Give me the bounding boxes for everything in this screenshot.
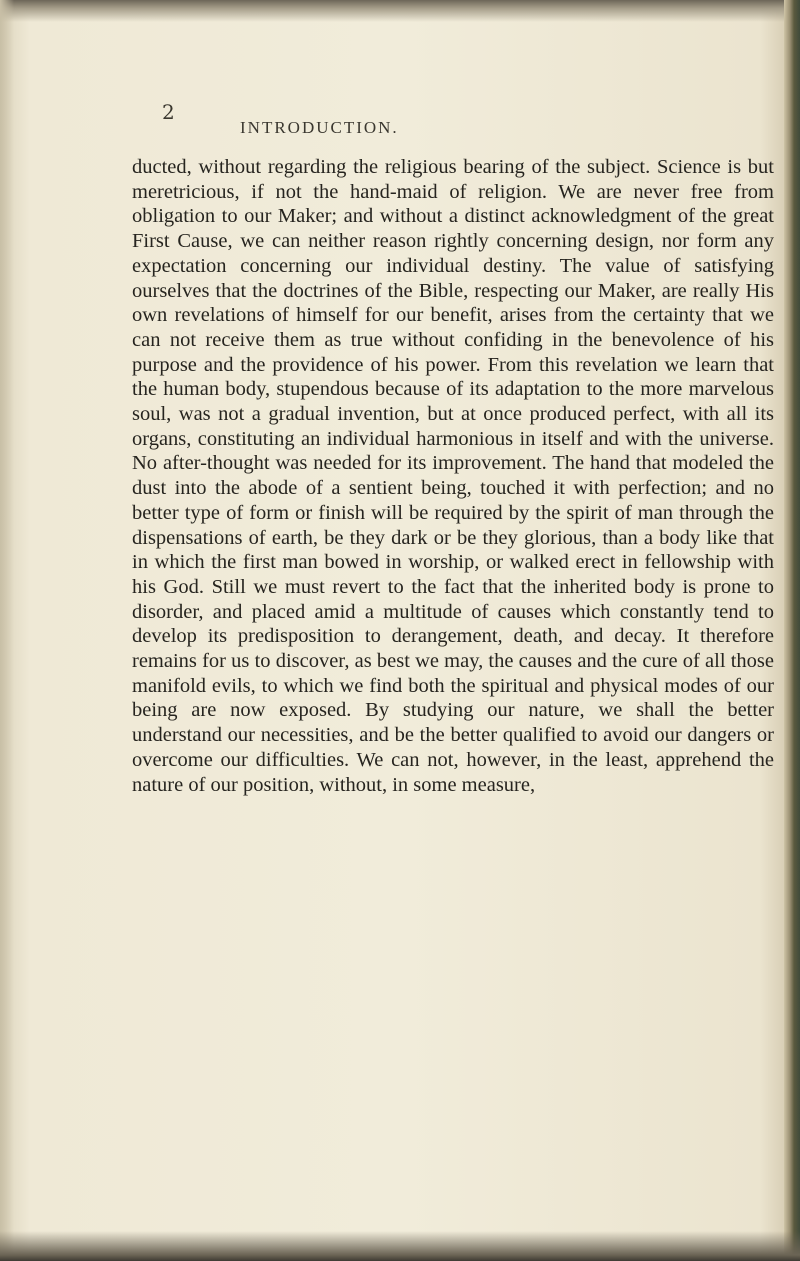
page-bottom-shadow	[0, 1231, 800, 1261]
page-left-edge	[0, 0, 14, 1261]
page-top-shadow	[0, 0, 800, 22]
body-paragraph: ducted, without regarding the religious bearing of the subject. Science is but meretricious, if not the hand-maid of religion. We are never free from obligation to our Maker; and without a distinct acknowledgment of the great First Cause, we can neither reason rightly concerning design, nor form any expectation concerning our individual destiny. The value of satisfying ourselves that the doctrines of the Bible, respecting our Maker, are really His own revelations of himself for our benefit, arises from the certainty that we can not receive them as true without confiding in the benevolence of his purpose and the providence of his power. From this revelation we learn that the human body, stupendous because of its adaptation to the more marvelous soul, was not a gradual invention, but at once produced perfect, with all its organs, constituting an individual harmonious in itself and with the universe. No after-thought was needed for its improvement. The hand that modeled the dust into the abode of a sentient being, touched it with perfection; and no better type of form or finish will be required by the spirit of man through the dispensations of earth, be they dark or be they glorious, than a body like that in which the first man bowed in worship, or walked erect in fellowship with his God. Still we must revert to the fact that the inherited body is prone to disorder, and placed amid a multitude of causes which constantly tend to develop its predisposition to derangement, death, and decay. It therefore remains for us to discover, as best we may, the causes and the cure of all those manifold evils, to which we find both the spiritual and physical modes of our being are now exposed. By studying our nature, we shall the better understand our necessities, and be the better qualified to avoid our dangers or overcome our difficulties. We can not, however, in the least, apprehend the nature of our position, without, in some measure,	[132, 156, 774, 796]
book-binding-edge	[784, 0, 800, 1261]
page-number: 2	[162, 100, 175, 124]
running-head: INTRODUCTION.	[240, 118, 399, 137]
